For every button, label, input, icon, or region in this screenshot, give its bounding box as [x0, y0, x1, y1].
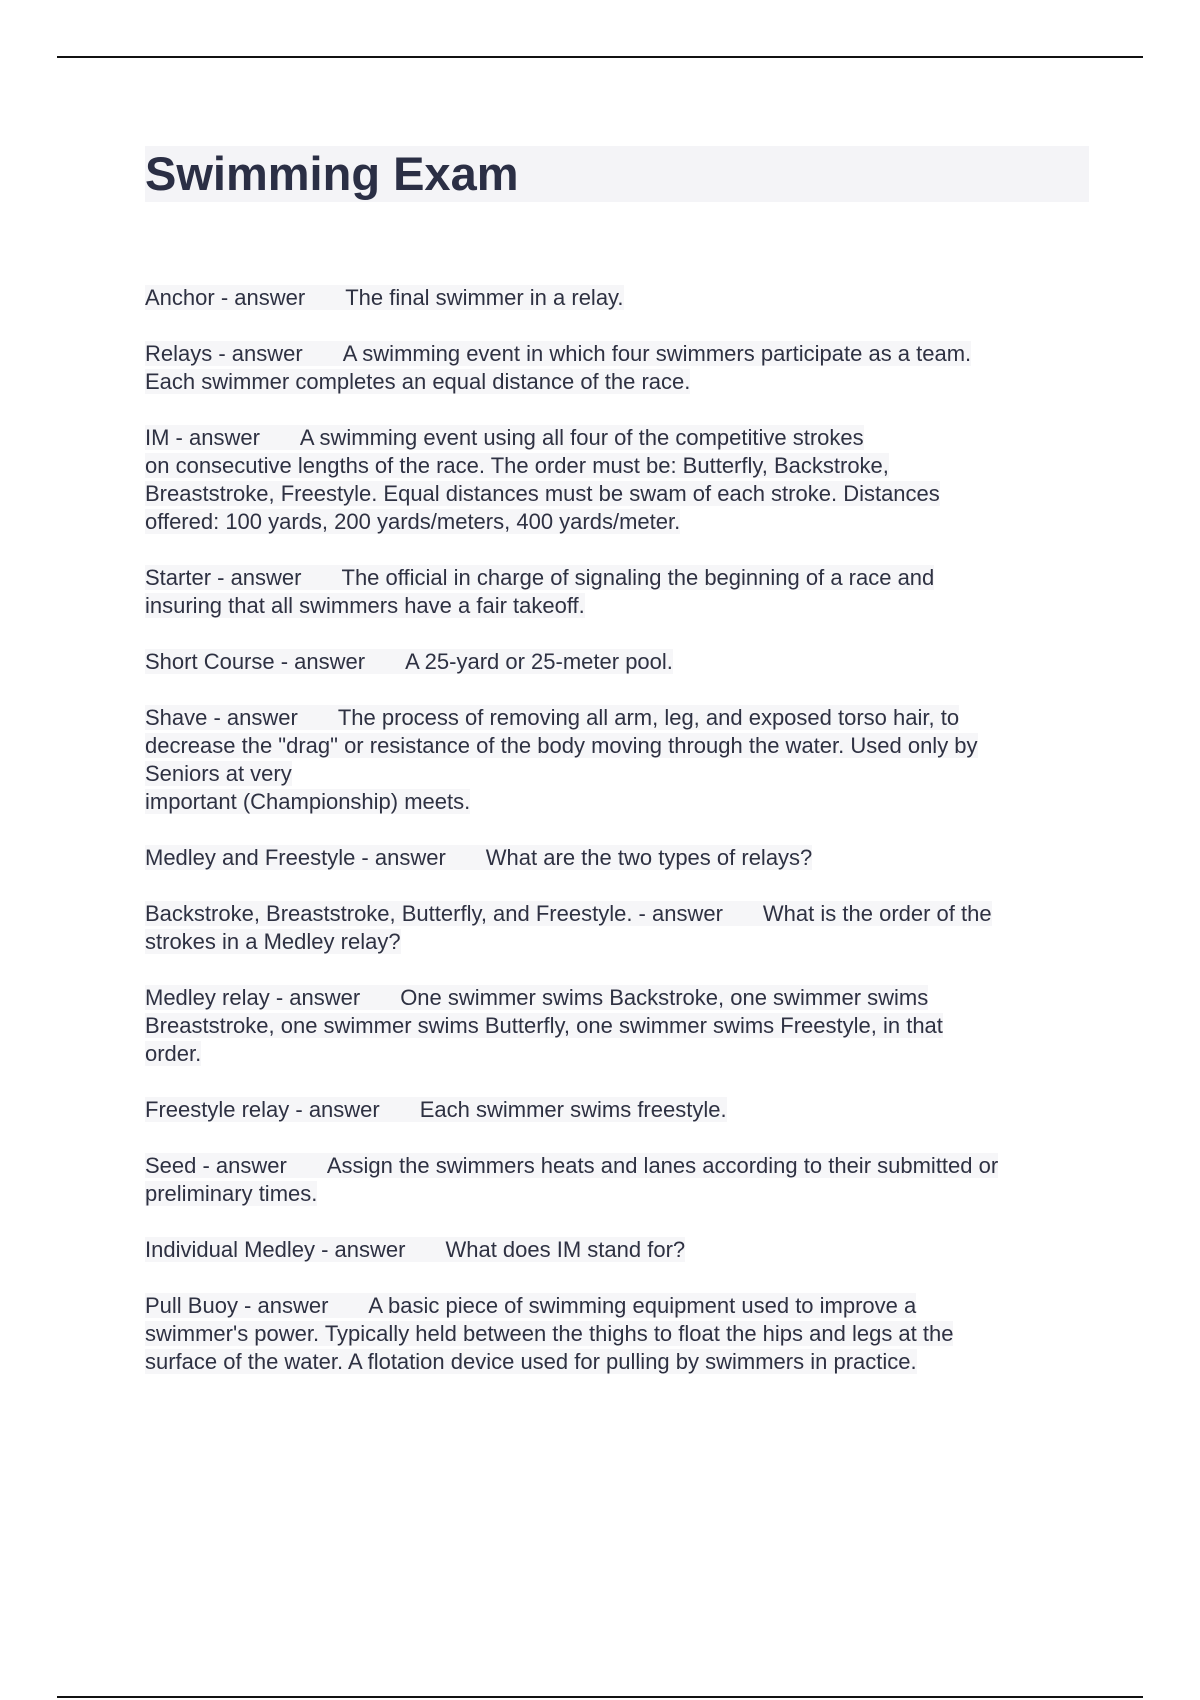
title-block: [145, 146, 1089, 202]
qa-term: Pull Buoy - answer: [145, 1293, 368, 1318]
qa-item: [145, 844, 1095, 872]
qa-text: A basic piece of swimming equipment used to improve a swimmer's power. Typically held between the thighs to float the hips and legs at the surface of the water. A flotation device used for pulling by swimmers in practice.: [145, 1293, 954, 1374]
qa-item: [145, 424, 1095, 536]
qa-text: Each swimmer swims freestyle.: [419, 1097, 727, 1122]
qa-item: [145, 340, 1095, 396]
qa-term: Freestyle relay - answer: [145, 1097, 420, 1122]
qa-term: Medley and Freestyle - answer: [145, 845, 486, 870]
qa-item: [145, 704, 1095, 816]
qa-term: Shave - answer: [145, 705, 338, 730]
qa-term: Short Course - answer: [145, 649, 405, 674]
bottom-divider: [57, 1696, 1143, 1698]
qa-term: Anchor - answer: [145, 285, 345, 310]
qa-text: The final swimmer in a relay.: [345, 285, 624, 310]
qa-item: [145, 564, 1095, 620]
qa-item: [145, 1152, 1095, 1208]
qa-term: Backstroke, Breaststroke, Butterfly, and Freestyle. - answer: [145, 901, 763, 926]
qa-term: Relays - answer: [145, 341, 343, 366]
page-title: Swimming Exam: [145, 147, 519, 200]
qa-term: IM - answer: [145, 425, 300, 450]
qa-text: The process of removing all arm, leg, and exposed torso hair, to decrease the "drag" or resistance of the body moving through the water. Used only by Seniors at very important (Championship) meets.: [145, 705, 978, 814]
top-divider: [57, 56, 1143, 58]
qa-text: Assign the swimmers heats and lanes according to their submitted or preliminary times.: [145, 1153, 999, 1206]
qa-text: A 25-yard or 25-meter pool.: [405, 649, 673, 674]
qa-item: [145, 284, 1095, 312]
qa-term: Seed - answer: [145, 1153, 327, 1178]
qa-item: [145, 1096, 1095, 1124]
qa-item: [145, 984, 1095, 1068]
qa-item: [145, 1292, 1095, 1376]
qa-text: A swimming event using all four of the competitive strokes on consecutive lengths of the race. The order must be: Butterfly, Backstroke, Breaststroke, Freestyle. Equal distances must be swam of each stroke. Distances offered: 100 yards, 200 yards/meters, 400 yards/meter.: [145, 425, 940, 534]
qa-item: [145, 1236, 1095, 1264]
qa-text: What are the two types of relays?: [485, 845, 813, 870]
qa-text: What does IM stand for?: [445, 1237, 686, 1262]
qa-term: Starter - answer: [145, 565, 342, 590]
qa-text: The official in charge of signaling the beginning of a race and insuring that all swimmers have a fair takeoff.: [145, 565, 935, 618]
qa-item: [145, 900, 1095, 956]
qa-term: Medley relay - answer: [145, 985, 400, 1010]
qa-text: What is the order of the strokes in a Medley relay?: [145, 901, 992, 954]
qa-term: Individual Medley - answer: [145, 1237, 445, 1262]
qa-text: One swimmer swims Backstroke, one swimmer swims Breaststroke, one swimmer swims Butterfly, one swimmer swims Freestyle, in that order.: [145, 985, 943, 1066]
qa-list: [145, 284, 1095, 1404]
qa-text: A swimming event in which four swimmers participate as a team. Each swimmer completes an equal distance of the race.: [145, 341, 972, 394]
qa-item: [145, 648, 1095, 676]
